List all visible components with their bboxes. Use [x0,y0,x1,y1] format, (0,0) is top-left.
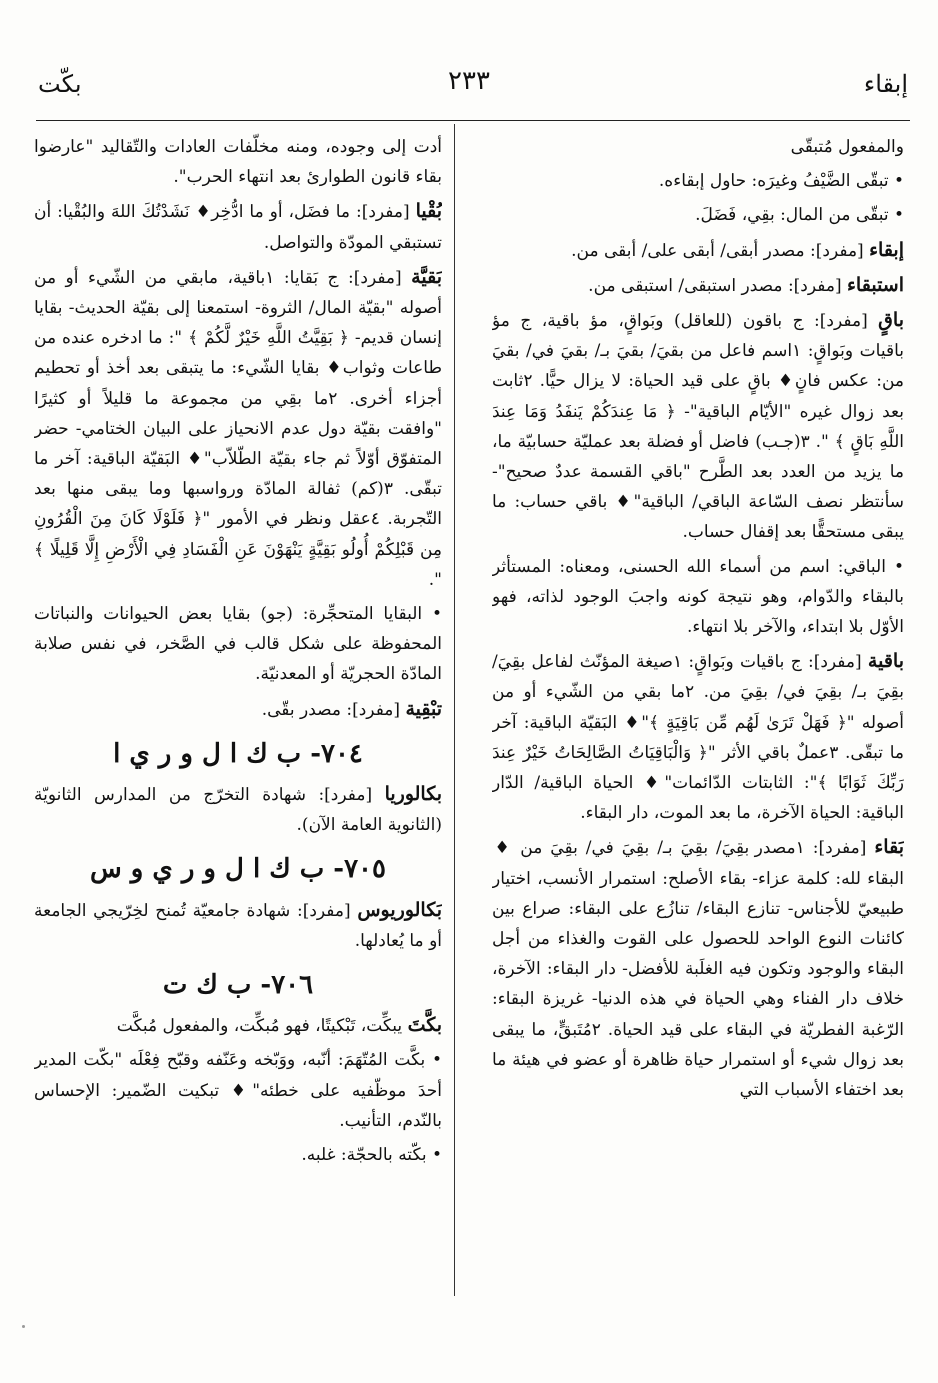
entry-paragraph [34,132,442,192]
scan-mark [22,1325,25,1328]
section-heading: ٧٠٤- ب ك ا ل و ر ي ا [113,738,363,769]
header-rule [36,120,910,121]
headword: باقية [867,650,904,673]
definition-text: [مفرد]: مصدر بقّى. [261,699,406,720]
definition-text: أدت إلى وجوده، ومنه مخلّفات العادات والتّقاليد "عارضوا بقاء قانون الطوارئ بعد انتهاء الحرب". [34,137,442,188]
headword: باقٍ [878,309,904,332]
dictionary-entry [492,270,904,301]
entry-paragraph [492,552,904,643]
entry-paragraph [34,1140,442,1170]
definition-text: • تبقّى من المال: بقِي، فَضَلَ. [695,205,904,226]
definition-text: والمفعول مُتبقّى [790,137,904,157]
definition-text: • بكّته بالحجّة: غلبه. [301,1145,442,1166]
headword: بَقاء [874,836,904,859]
entry-paragraph [492,166,904,196]
dictionary-entry [34,895,442,956]
definition-text: يبكِّت، تَبْكيتًا، فهو مُبكِّت، والمفعول مُبكَّت [116,1016,408,1037]
section-heading: ٧٠٦- ب ك ت [162,970,314,1001]
definition-text: [مفرد]: مصدر أبقى/ أبقى على/ أبقى من. [571,240,870,261]
page-header [30,62,908,102]
column-divider [454,124,455,1296]
definition-text: [مفرد]: ج بَقايا: ١باقية، مابقي من الشّيء أو من أصوله "بقيّة المال/ الثروة- استمعنا إلى بقيّة الحديث- بقايا إنسان قديم- ﴿ بَقِيَّتُ اللَّهِ خَيْرٌ لَّكُمْ ﴾ ": ما ادخره عنده من طاعات وثواب♦ بقايا الشّيء: ما يتبقى بعد أخذ أو تحطيم أجزاء أخرى. ٢ما بقِي من مجموعة ما قليلاً أو كثيرًا "وافقت بقيّة دول عدم الانحياز على البيان الختامي- حضر المتفوّق أوّلاً ثم جاء بقيّة الطّلاّب"♦ البَقيّة الباقية: آخر ما تبقّى. ٣(كم) ثفالة المادّة ورواسبها وما يبقى منها بعد التّجربة. ٤عقل ونظر في الأمور "﴿ فَلَوْلَا كَانَ مِنَ الْقُرُونِ مِن قَبْلِكُمْ أُولُو بَقِيَّةٍ يَنْهَوْنَ عَنِ الْفَسَادِ فِي الْأَرْضِ إِلَّا قَلِيلًا ﴾ ". [34,267,442,590]
headword: إبقاء [869,238,904,261]
entry-paragraph [492,132,904,162]
headword: بَكالوريوس [357,898,442,921]
entry-paragraph [34,1045,442,1136]
dictionary-entry [492,235,904,266]
section-heading: ٧٠٥- ب ك ا ل و ر ي و س [90,854,386,885]
dictionary-entry [34,779,442,840]
headword: بَقيَّة [411,265,442,288]
dictionary-entry [34,196,442,257]
headword: بكالوريا [384,783,442,806]
headword: بُقْيا [415,200,442,223]
entry-paragraph [34,599,442,690]
dictionary-entry [34,694,442,725]
dictionary-entry [34,262,442,595]
left-column [34,132,442,1307]
definition-text: [مفرد]: ١مصدر بقِيَ/ بقِيَ بـ/ بقِيَ في/ بقِيَ من ♦ البقاء لله: كلمة عزاء- بقاء الأصلح: استمرار الأنسب، اختيار طبيعيّ للأجناس- تنازع البقاء/ تنازُع على البقاء: صراع بين كائنات النوع الواحد للحصول على القوت والغذاء من أجل البقاء والوجود وتكون فيه الغلَبة للأفضل- دار البقاء: الآخرة، خلاف دار الفناء وهي الحياة في هذه الدنيا- غريزة البقاء: الرّغبة الفطريّة في البقاء على قيد الحياة. ٢مُتَبقٍّ، ما يبقى بعد زوال شيء أو استمرار حياة ظاهرة أو عضو في هيئة ما بعد اختفاء الأسباب التي [492,838,904,1101]
dictionary-entry [492,832,904,1105]
headword: استبقاء [847,273,904,296]
definition-text: [مفرد]: ج باقون (للعاقل) وبَواقٍ، مؤ باقية، ج مؤ باقيات وبَواقٍ: ١اسم فاعل من بقيَ/ بقيَ بـ/ بقيَ في/ بقيَ من: عكس فانٍ♦ باقٍ على قيد الحياة: لا يزال حيًّا. ٢ثابت بعد زوال غيره "الأيّام الباقية"- ﴿ مَا عِندَكُمْ يَنفَدُ وَمَا عِندَ اللَّهِ بَاقٍ ﴾ ". ٣(جـب) فاضل أو فضلة بعد عمليّة حسابيّة ما، ما يزيد من العدد بعد الطَّرح "باقي القسمة عددٌ صحيح"- سأنتظر نصف السّاعة الباقي/ الباقية"♦ باقي حساب: ما يبقى مستحقًّا بعد إقفال حساب. [492,311,904,543]
headword: بكَّتَ [407,1014,442,1037]
dictionary-entry [34,1010,442,1041]
entry-paragraph [492,200,904,230]
definition-text: • الباقي: اسم من أسماء الله الحسنى، ومعناه: المستأثر بالبقاء والدّوام، وهو نتيجة كونه واجبَ الوجود لذاته، فهو الأوّل بلا ابتداء، والآخر بلا انتهاء. [492,556,904,638]
headword: تبْقِية [405,697,442,720]
header-left-guideword: بكّت [38,70,82,98]
header-right-guideword: إبقاء [863,70,908,98]
definition-text: [مفرد]: مصدر استبقى/ استبقى من. [588,275,847,296]
dictionary-entry [492,305,904,548]
definition-text: • البقايا المتحجِّرة: (جو) بقايا بعض الحيوانات والنباتات المحفوظة على شكل قالب في الصَّخر، في نفس صلابة المادّة الحجريّة أو المعدنيّة. [34,604,442,685]
definition-text: [مفرد]: ما فضَل، أو ما ادُّخِر♦ نَشَدْتُكَ اللهَ والبُقْيا: أن تستبقي المودّة والتواصل. [34,202,442,253]
definition-text: [مفرد]: شهادة التخرّج من المدارس الثانويّة (الثانوية العامة الآن). [34,785,442,836]
definition-text: • تبقّى الضَّيْفُ وغيرَه: حاول إبقاءه. [658,171,904,192]
definition-text: • بكَّت المُتّهَمَ: أنّبه، ووَبّخه وعَنّفه وقبّح فِعْلَه "بكّت المدير أحدَ موظّفيه على خطئه"♦ تبكيت الضّمير: الإحساس بالنّدم، التأنيب. [34,1050,442,1131]
definition-text: [مفرد]: شهادة جامعيّة تُمنح لخِرّيجي الجامعة أو ما يُعادلها. [34,900,442,951]
definition-text: [مفرد]: ج باقيات وبَواقٍ: ١صيغة المؤنّث لفاعل بقِيَ/ بقِيَ بـ/ بقِيَ في/ بقِيَ من. ٢ما بقي من الشّيء أو من أصوله "﴿ فَهَلْ تَرَىٰ لَهُم مِّن بَاقِيَةٍ ﴾"♦ البَقيّة الباقية: آخر ما تبقّى. ٣عملٌ باقي الأثر "﴿ وَالْبَاقِيَاتُ الصَّالِحَاتُ خَيْرٌ عِندَ رَبِّكَ ثَوَابًا ﴾": الثابتات الدّائمات"♦ الحياة الباقية/ الدّار الباقية: الحياة الآخرة، ما بعد الموت، دار البقاء. [492,652,904,824]
page-number: ٢٣٣ [448,66,490,96]
dictionary-entry [492,646,904,828]
right-column [492,132,904,1307]
